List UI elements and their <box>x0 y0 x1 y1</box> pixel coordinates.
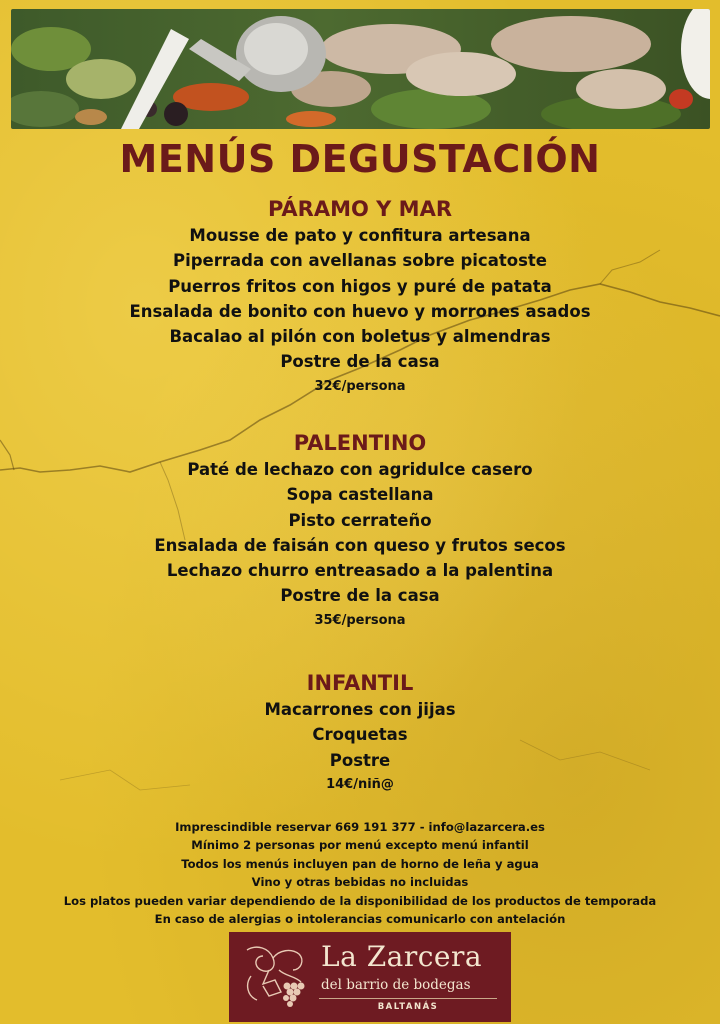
menu-price: 32€/persona <box>314 378 406 394</box>
menu-section-palentino <box>0 429 720 631</box>
menu-item: Ensalada de bonito con huevo y morrones asados <box>129 301 591 321</box>
menu-item: Lechazo churro entreasado a la palentina <box>166 561 554 581</box>
menu-item: Postre de la casa <box>280 586 440 606</box>
conditions-notes <box>0 818 720 928</box>
menu-item: Croquetas <box>312 725 408 745</box>
menu-item: Puerros fritos con higos y puré de patata <box>168 276 552 296</box>
menu-title: INFANTIL <box>306 671 414 695</box>
menu-item: Paté de lechazo con agridulce casero <box>187 460 533 479</box>
menu-price: 14€/niñ@ <box>326 776 394 792</box>
note-minimum: Mínimo 2 personas por menú excepto menú infantil <box>191 838 529 853</box>
menu-item: Sopa castellana <box>286 485 434 505</box>
note-drinks: Vino y otras bebidas no incluidas <box>251 875 469 890</box>
note-allergies: En caso de alergias o intolerancias comunicarlo con antelación <box>154 912 566 927</box>
note-seasonal: Los platos pueden variar dependiendo de la disponibilidad de los productos de temporada <box>63 893 657 908</box>
food-photo-banner <box>11 9 710 129</box>
note-reservation: Imprescindible reservar 669 191 377 - info@lazarcera.es <box>175 820 545 834</box>
menu-title: PALENTINO <box>293 431 427 455</box>
menu-item: Postre de la casa <box>280 352 440 372</box>
note-included: Todos los menús incluyen pan de horno de leña y agua <box>181 856 539 871</box>
logo-name: La Zarcera <box>321 940 483 973</box>
menu-title: PÁRAMO Y MAR <box>267 197 453 221</box>
menu-price: 35€/persona <box>314 612 406 628</box>
menu-section-paramo-y-mar <box>0 195 720 397</box>
logo-divider <box>319 998 497 999</box>
menu-item: Bacalao al pilón con boletus y almendras <box>169 327 551 347</box>
grapevine-icon <box>239 940 313 1014</box>
menu-item: Postre <box>329 750 391 770</box>
menu-section-infantil <box>0 669 720 795</box>
menu-item: Ensalada de faisán con queso y frutos secos <box>154 535 566 555</box>
menu-item: Piperrada con avellanas sobre picatoste <box>173 251 547 271</box>
menu-item: Pisto cerrateño <box>288 510 432 530</box>
logo-place: BALTANÁS <box>377 1002 439 1012</box>
logo-subtitle: del barrio de bodegas <box>321 977 471 993</box>
page-title: MENÚS DEGUSTACIÓN <box>119 137 601 181</box>
restaurant-logo <box>229 932 511 1022</box>
menu-item: Mousse de pato y confitura artesana <box>189 226 531 245</box>
menu-item: Macarrones con jijas <box>264 700 456 719</box>
